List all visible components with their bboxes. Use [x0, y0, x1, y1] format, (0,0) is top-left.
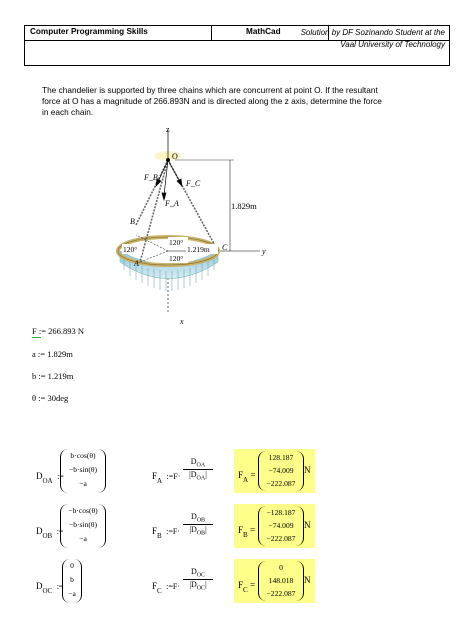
- label-FA: F_A: [165, 199, 179, 208]
- F-C-result: $F_C$ = 0 148.018 −222.087 N: [234, 559, 315, 603]
- F-A-result: $F_A$ = 128.187 −74.009 −222.087 N: [234, 449, 315, 493]
- D-OB-label: $D_{OB}$ :=: [36, 526, 64, 541]
- def-theta: θ := 30deg: [32, 393, 69, 403]
- label-B: B: [130, 217, 135, 226]
- force-arrows: [156, 160, 182, 200]
- D-OC-label: $D_{OC}$ :=: [36, 581, 64, 596]
- label-C: C: [222, 243, 228, 252]
- label-A: A: [134, 259, 139, 268]
- label-radius: 1.219m: [187, 245, 210, 254]
- F-A-values: 128.187 −74.009 −222.087: [258, 451, 304, 491]
- label-x: x: [180, 317, 184, 326]
- point-O: [166, 158, 170, 162]
- D-OA-label: $D_{OA}$ :=: [36, 471, 64, 486]
- F-B-values: −128.187 −74.009 −222.087: [258, 506, 304, 546]
- course-title: Computer Programming Skills: [30, 27, 148, 36]
- D-OC-vector: 0 b −a: [62, 559, 82, 603]
- software-name: MathCad: [246, 27, 281, 36]
- label-height: 1.829m: [231, 201, 257, 211]
- label-z: z: [166, 125, 170, 134]
- label-y: y: [262, 247, 266, 256]
- F-B-fraction: $D_{OB}$ $|D_{OB}|$: [183, 512, 213, 536]
- credit-line-1: Solution by DF Sozinando Student at the: [300, 28, 445, 37]
- F-A-fraction: $D_{OA}$ $|D_{OA}|$: [183, 457, 213, 481]
- def-b: b := 1.219m: [32, 371, 74, 381]
- def-a: a := 1.829m: [32, 349, 73, 359]
- label-FB: F_B: [144, 173, 158, 182]
- F-A-definition: $F_A$ :=F·: [152, 471, 181, 486]
- units-underline: [32, 337, 41, 338]
- author-credit: [301, 27, 445, 51]
- header-table: [24, 25, 450, 66]
- D-OB-vector: −b·cos(θ) −b·sin(θ) −a: [60, 504, 106, 548]
- header-divider: [211, 26, 212, 40]
- credit-line-2: Vaal University of Technology: [340, 40, 445, 49]
- angle-bottom: 120°: [169, 254, 184, 263]
- F-B-result: $F_B$ = −128.187 −74.009 −222.087 N: [234, 504, 315, 548]
- chandelier-figure: [100, 120, 290, 330]
- angle-top: 120°: [169, 238, 184, 247]
- F-C-values: 0 148.018 −222.087: [258, 561, 304, 601]
- D-OA-vector: [60, 449, 106, 493]
- label-FC: F_C: [186, 179, 201, 188]
- F-C-definition: $F_C$ :=F·: [152, 581, 180, 596]
- problem-statement: The chandelier is supported by three chains which are concurrent at point O. If the resultant force at O has a magnitude of 266.893N and is directed along the z axis, determine the force in each chain.: [42, 85, 382, 117]
- F-C-fraction: $D_{OC}$ $|D_{OC}|$: [183, 567, 213, 591]
- D-OA-entries: b·cos(θ) −b·sin(θ) −a: [68, 451, 98, 488]
- F-B-definition: $F_B$ :=F·: [152, 526, 180, 541]
- angle-left: 120°: [123, 245, 138, 254]
- def-F: F := 266.893 N: [32, 326, 85, 336]
- label-O: O: [172, 152, 178, 161]
